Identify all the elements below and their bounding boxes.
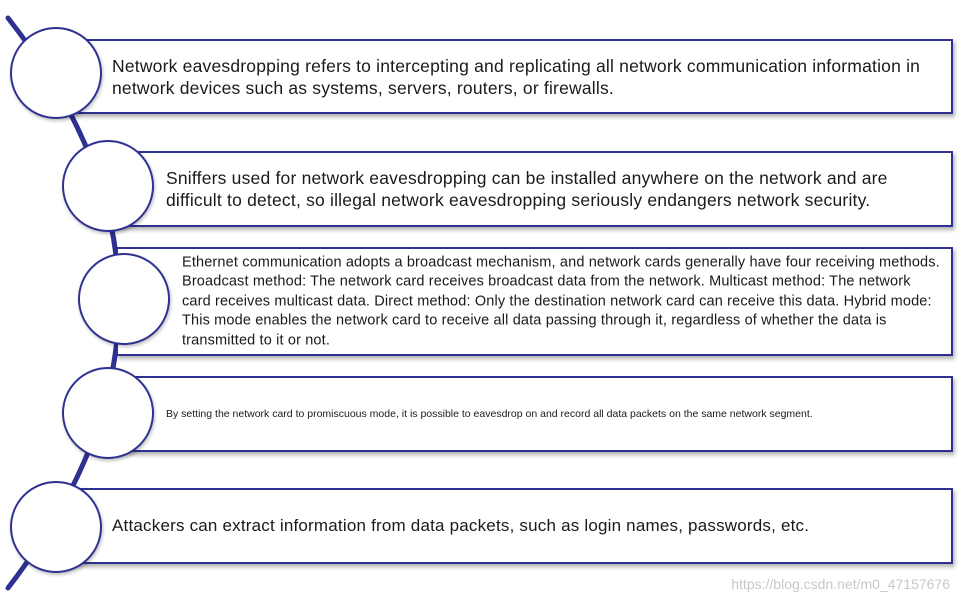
item-5-circle [10, 481, 102, 573]
list-item-5 [60, 488, 953, 564]
item-1-text: Network eavesdropping refers to intercepting and replicating all network communication information in network devices such as systems, servers, routers, or firewalls. [112, 55, 921, 98]
list-item-1 [60, 39, 953, 114]
item-1-circle [10, 27, 102, 119]
item-2-text: Sniffers used for network eavesdropping can be installed anywhere on the network and are difficult to detect, so illegal network eavesdropping seriously endangers network security. [166, 168, 888, 210]
list-item-4 [100, 376, 953, 452]
item-3-circle [78, 253, 170, 345]
item-5-text: Attackers can extract information from data packets, such as login names, passwords, etc. [112, 516, 810, 535]
item-4-text: By setting the network card to promiscuous mode, it is possible to eavesdrop on and record all data packets on the same network segment. [166, 408, 813, 420]
item-4-circle [62, 367, 154, 459]
item-2-circle [62, 140, 154, 232]
list-item-3 [116, 247, 953, 356]
item-3-text: Ethernet communication adopts a broadcast mechanism, and network cards generally have four receiving methods. Broadcast method: The network card receives broadcast data from the network. Multicast method: The network card receives multicast data. Direct method: Only the destination network card can receive this data. Hybrid mode: This mode enables the network card to receive all data passing through it, regardless of whether the data is transmitted to it or not. [182, 253, 940, 348]
watermark-text: https://blog.csdn.net/m0_47157676 [731, 576, 950, 592]
list-item-2 [100, 151, 953, 227]
